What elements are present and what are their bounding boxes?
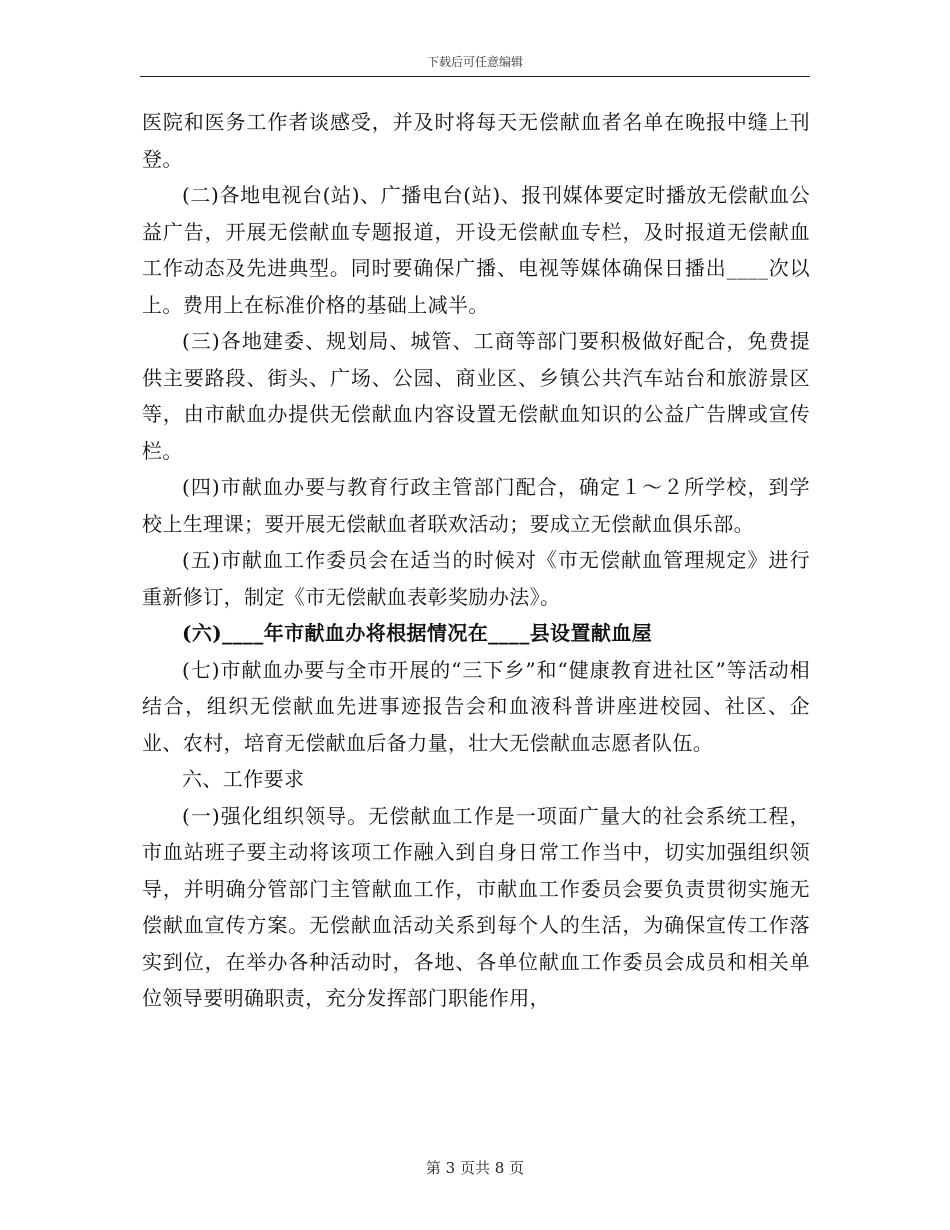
- paragraph-item-6: (六)____年市献血办将根据情况在____县设置献血屋: [182, 621, 653, 645]
- page-footer: 第 3 页共 8 页: [425, 1159, 525, 1177]
- document-body: [142, 104, 810, 1017]
- page-header: 下载后可任意编辑: [426, 55, 523, 69]
- section-heading: 六、工作要求: [182, 767, 305, 791]
- paragraph-item-4: (四)市献血办要与教育行政主管部门配合，确定１～２所学校，到学校上生理课；要开展无偿献血者联欢活动；要成立无偿献血俱乐部。: [142, 475, 810, 536]
- paragraph-item-3: (三)各地建委、规划局、城管、工商等部门要积极做好配合，免费提供主要路段、街头、广场、公园、商业区、乡镇公共汽车站台和旅游景区等，由市献血办提供无偿献血内容设置无偿献血知识的公益广告牌或宣传栏。: [142, 329, 810, 463]
- paragraph-item-7: (七)市献血办要与全市开展的“三下乡”和“健康教育进社区”等活动相结合，组织无偿献血先进事迹报告会和血液科普讲座进校园、社区、企业、农村，培育无偿献血后备力量，壮大无偿献血志愿者队伍。: [142, 657, 810, 755]
- header-divider: [140, 76, 810, 77]
- paragraph-item-5: (五)市献血工作委员会在适当的时候对《市无偿献血管理规定》进行重新修订，制定《市无偿献血表彰奖励办法》。: [142, 548, 810, 609]
- paragraph-item-2: (二)各地电视台(站)、广播电台(站)、报刊媒体要定时播放无偿献血公益广告，开展无偿献血专题报道，开设无偿献血专栏，及时报道无偿献血工作动态及先进典型。同时要确保广播、电视等媒体确保日播出____次以上。费用上在标准价格的基础上减半。: [142, 183, 810, 317]
- paragraph-continuation: 医院和医务工作者谈感受，并及时将每天无偿献血者名单在晚报中缝上刊登。: [142, 110, 810, 171]
- paragraph-requirement-1: (一)强化组织领导。无偿献血工作是一项面广量大的社会系统工程，市血站班子要主动将该项工作融入到自身日常工作当中，切实加强组织领导，并明确分管部门主管献血工作，市献血工作委员会要负责贯彻实施无偿献血宣传方案。无偿献血活动关系到每个人的生活，为确保宣传工作落实到位，在举办各种活动时，各地、各单位献血工作委员会成员和相关单位领导要明确职责，充分发挥部门职能作用，: [142, 803, 810, 1010]
